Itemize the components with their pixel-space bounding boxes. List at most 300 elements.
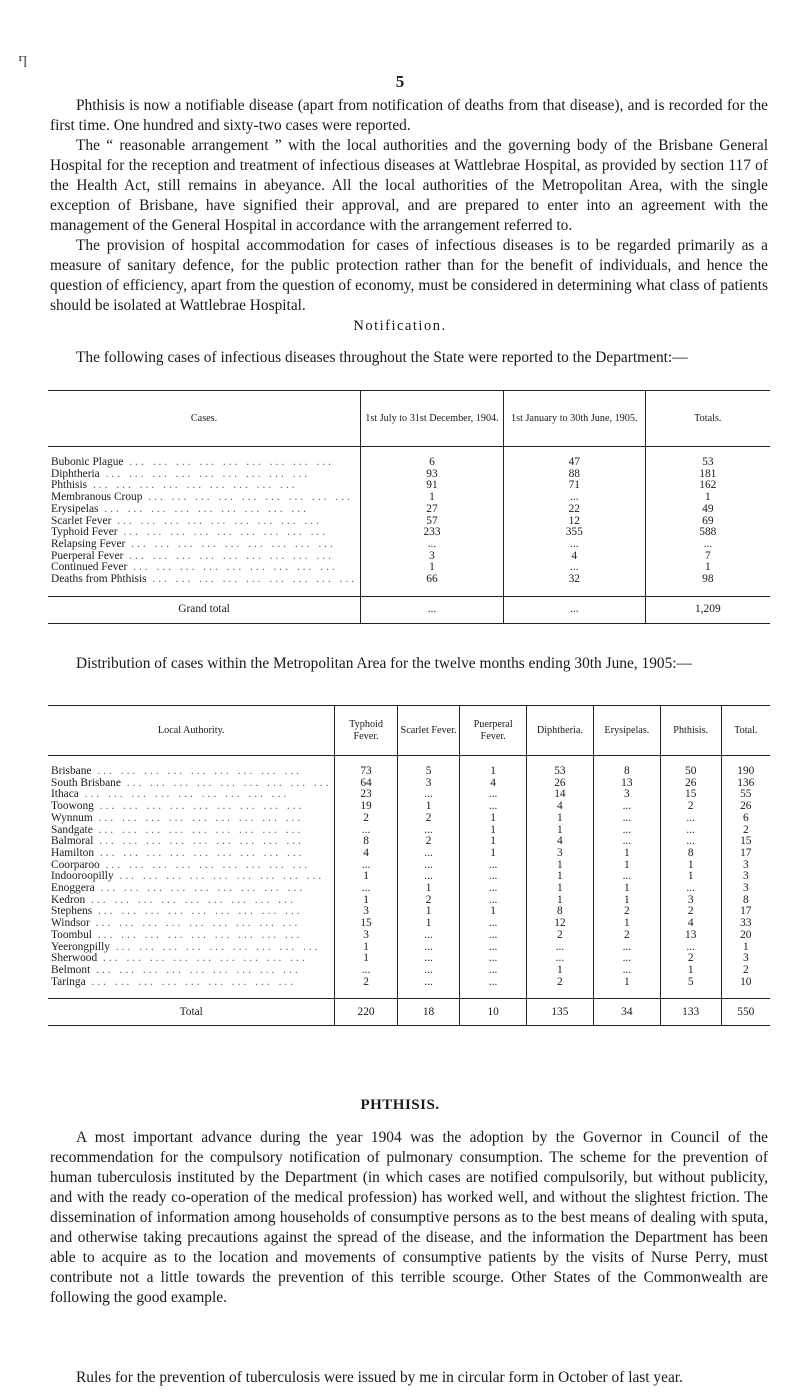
value-cell: 355 [503,527,645,539]
value-cell: ... [397,953,460,965]
value-cell: 15 [721,836,770,848]
value-cell: ... [593,871,660,883]
value-cell: 1 [460,848,526,860]
value-cell: 98 [645,574,770,586]
value-cell: 1 [397,918,460,930]
value-cell: 4 [660,918,721,930]
value-cell: 1 [361,562,504,574]
grand-total-label: Grand total [48,596,361,623]
row-label: Deaths from Phthisis [51,574,147,586]
table-row [48,789,770,801]
table-row [48,766,770,778]
col-header-scarlet: Scarlet Fever. [397,706,460,756]
value-cell: 19 [335,801,397,813]
value-cell: ... [460,895,526,907]
leader-dots: ... ... ... ... ... ... ... ... ... [113,871,325,883]
value-cell: 2 [660,801,721,813]
row-label-cell [48,906,335,918]
table-row [48,539,770,551]
value-cell: ... [460,918,526,930]
value-cell: 1 [660,965,721,977]
value-cell: 5 [397,766,460,778]
value-cell: ... [335,883,397,895]
value-cell: 73 [335,766,397,778]
leader-dots: ... ... ... ... ... ... ... ... ... [92,906,303,918]
value-cell: 1 [526,825,593,837]
row-label-cell [48,860,335,872]
value-cell: 88 [503,469,645,481]
leader-dots: ... ... ... ... ... ... ... ... ... [85,976,297,988]
value-cell: 1 [460,766,526,778]
value-cell: ... [660,883,721,895]
grand-total-value: ... [361,596,504,623]
row-label: Kedron [51,894,86,906]
row-label-cell [48,766,335,778]
row-label: Yeerongpilly [51,941,110,953]
row-label: Ithaca [51,789,79,801]
row-label-cell [48,492,361,504]
distribution-table-body [48,756,770,1026]
table-row [48,918,770,930]
value-cell: 3 [335,930,397,942]
leader-dots: ... ... ... ... ... ... ... ... ... [117,527,329,539]
row-label: Continued Fever [51,562,128,574]
value-cell: 26 [721,801,770,813]
value-cell: 17 [721,906,770,918]
row-label-cell [48,848,335,860]
col-header-cases: Cases. [48,391,361,447]
value-cell: 3 [526,848,593,860]
row-label: Balmoral [51,836,94,848]
row-label-cell [48,930,335,942]
value-cell: ... [526,942,593,954]
row-label-cell [48,965,335,977]
value-cell: 1 [460,825,526,837]
value-cell: ... [460,953,526,965]
table-row [48,801,770,813]
leader-dots: ... ... ... ... ... ... ... ... ... [98,503,309,515]
value-cell: ... [503,492,645,504]
leader-dots: ... ... ... ... ... ... ... ... ... [123,550,334,562]
leader-dots: ... ... ... ... ... ... ... ... ... [123,457,334,468]
value-cell: 3 [397,778,460,790]
row-label: Hamilton [51,847,95,859]
distribution-table [48,705,770,1026]
value-cell: ... [460,860,526,872]
value-cell: 33 [721,918,770,930]
spacer-row [48,586,770,597]
value-cell: ... [397,930,460,942]
value-cell: ... [397,860,460,872]
value-cell: 1 [593,860,660,872]
spacer-row [48,988,770,999]
value-cell: 10 [721,977,770,989]
value-cell: 3 [335,906,397,918]
value-cell: ... [335,965,397,977]
grand-total-row [48,596,770,623]
row-label-cell [48,527,361,539]
notification-intro: The following cases of infectious diseases throughout the State were reported to the Department:— [76,349,688,366]
row-label: Sandgate [51,824,93,836]
value-cell: ... [526,953,593,965]
phthisis-heading: PHTHISIS. [360,1097,440,1113]
paragraph-phthisis-advance: A most important advance during the year 1904 was the adoption by the Governor in Council of the recommendation for the compulsory notification of pulmonary consumption. The scheme for the prevention of human tuberculosis instituted by the Department (in which cases are notified compulsorily, but without publicity, and with the ready co-operation of the medical profession) has worked well, and without the slightest friction. The dissemination of information among households of consumptive persons as to the best means of dealing with sputa, and otherwise taking precautions against the spread of the disease, and the information the Department has been able to acquire as to the location and movements of consumptive patients by the visits of Nurse Perry, must contribute not a little towards the prevention of this terrible scourge. Other States of the Commonwealth are following the good example. [50,1129,768,1306]
value-cell: 4 [460,778,526,790]
value-cell: ... [660,942,721,954]
value-cell: 57 [361,516,504,528]
value-cell: 4 [526,801,593,813]
row-label-cell [48,469,361,481]
value-cell: 1 [593,977,660,989]
value-cell: 1 [660,871,721,883]
table-row [48,527,770,539]
value-cell: 3 [721,953,770,965]
value-cell: 136 [721,778,770,790]
value-cell: 1 [397,883,460,895]
row-label: Erysipelas [51,503,99,515]
total-value: 135 [526,999,593,1026]
table-row [48,562,770,574]
value-cell: ... [397,871,460,883]
row-label: Puerperal Fever [51,550,124,562]
col-header-period-1905: 1st January to 30th June, 1905. [503,391,645,447]
value-cell: ... [397,825,460,837]
leader-dots: ... ... ... ... ... ... ... ... ... [127,562,338,574]
col-header-erysipelas: Erysipelas. [593,706,660,756]
value-cell: 7 [645,551,770,563]
value-cell: 15 [660,789,721,801]
notification-heading: Notification. [353,318,447,334]
total-value: 133 [660,999,721,1026]
total-value: 220 [335,999,397,1026]
row-label: Wynnum [51,812,93,824]
row-label: Enoggera [51,883,95,895]
value-cell: 8 [593,766,660,778]
notification-table [48,390,770,624]
table-row [48,492,770,504]
leader-dots: ... ... ... ... ... ... ... ... ... [91,929,303,941]
value-cell: 162 [645,480,770,492]
table-row [48,778,770,790]
value-cell: 1 [335,942,397,954]
row-label-cell [48,562,361,574]
value-cell: ... [503,562,645,574]
leader-dots: ... ... ... ... ... ... ... ... ... [94,847,305,859]
row-label-cell [48,574,361,586]
row-label: Diphtheria [51,468,100,480]
leader-dots: ... ... ... ... ... ... ... ... ... [111,515,322,527]
value-cell: 3 [593,789,660,801]
value-cell: 12 [503,516,645,528]
row-label-cell [48,801,335,813]
value-cell: 26 [660,778,721,790]
value-cell: 8 [721,895,770,907]
row-label-cell [48,942,335,954]
value-cell: ... [397,977,460,989]
value-cell: 26 [526,778,593,790]
table-row [48,551,770,563]
grand-total-value: 1,209 [645,596,770,623]
value-cell: 3 [361,551,504,563]
value-cell: 32 [503,574,645,586]
table-row [48,469,770,481]
row-label-cell [48,778,335,790]
leader-dots: ... ... ... ... ... ... ... ... ... [146,574,358,586]
value-cell: 2 [593,930,660,942]
value-cell: ... [660,825,721,837]
total-row [48,999,770,1026]
value-cell: ... [460,789,526,801]
leader-dots: ... ... ... ... ... ... ... ... ... [142,492,353,504]
value-cell: 1 [526,883,593,895]
value-cell: 50 [660,766,721,778]
value-cell: 1 [645,562,770,574]
value-cell: ... [460,965,526,977]
leader-dots: ... ... ... ... ... ... ... ... ... [91,766,303,777]
value-cell: ... [460,942,526,954]
corner-mark: Ⴄ [18,55,28,70]
value-cell: ... [593,825,660,837]
value-cell: 12 [526,918,593,930]
value-cell: 1 [526,895,593,907]
value-cell: 2 [526,977,593,989]
value-cell: 3 [721,871,770,883]
value-cell: ... [593,813,660,825]
paragraph-hospital-provision: The provision of hospital accommodation for cases of infectious diseases is to be regarded primarily as a measure of sanitary defence, for the public protection rather than for the benefit of individuals, and hence the question of efficiency, apart from the question of economy, must be considered in determining what class of patients should be isolated at Wattlebrae Hospital. [50,237,768,314]
table-row [48,480,770,492]
row-label-cell [48,813,335,825]
value-cell: 2 [721,965,770,977]
leader-dots: ... ... ... ... ... ... ... ... ... [78,789,290,801]
leader-dots: ... ... ... ... ... ... ... ... ... [90,964,301,976]
value-cell: 69 [645,516,770,528]
total-value: 10 [460,999,526,1026]
total-value: 34 [593,999,660,1026]
value-cell: 1 [593,918,660,930]
row-label: Phthisis [51,480,88,492]
value-cell: 1 [460,836,526,848]
row-label: Taringa [51,976,86,988]
value-cell: 64 [335,778,397,790]
row-label-cell [48,836,335,848]
table-row [48,516,770,528]
leader-dots: ... ... ... ... ... ... ... ... ... [99,859,311,871]
value-cell: 4 [335,848,397,860]
value-cell: ... [593,953,660,965]
value-cell: 53 [645,457,770,469]
value-cell: 2 [593,906,660,918]
value-cell: ... [361,539,504,551]
value-cell: 1 [335,895,397,907]
value-cell: 1 [397,801,460,813]
total-value: 550 [721,999,770,1026]
value-cell: 47 [503,457,645,469]
table-row [48,883,770,895]
notification-table-body [48,447,770,624]
leader-dots: ... ... ... ... ... ... ... ... ... [87,480,298,492]
paragraph-tuberculosis-rules: Rules for the prevention of tuberculosis were issued by me in circular form in October of last year. [76,1369,683,1386]
value-cell: 2 [397,836,460,848]
row-label: Sherwood [51,953,98,965]
grand-total-value: ... [503,596,645,623]
table-row [48,457,770,469]
col-header-phthisis: Phthisis. [660,706,721,756]
value-cell: 13 [660,930,721,942]
value-cell: 2 [335,977,397,989]
value-cell: 1 [593,883,660,895]
row-label-cell [48,457,361,469]
row-label: Bubonic Plague [51,457,124,468]
row-label: Belmont [51,964,91,976]
col-header-puerperal: Puerperal Fever. [460,706,526,756]
row-label: Indooroopilly [51,871,114,883]
row-label: Scarlet Fever [51,515,112,527]
value-cell: ... [397,848,460,860]
leader-dots: ... ... ... ... ... ... ... ... ... [93,836,304,848]
table-row [48,906,770,918]
row-label-cell [48,871,335,883]
value-cell: 8 [526,906,593,918]
value-cell: 2 [397,813,460,825]
value-cell: 2 [721,825,770,837]
value-cell: 3 [721,860,770,872]
value-cell: 1 [645,492,770,504]
value-cell: 1 [593,848,660,860]
value-cell: ... [645,539,770,551]
value-cell: ... [660,836,721,848]
value-cell: ... [593,801,660,813]
value-cell: 1 [721,942,770,954]
row-label-cell [48,953,335,965]
leader-dots: ... ... ... ... ... ... ... ... ... [93,801,305,813]
row-label-cell [48,883,335,895]
leader-dots: ... ... ... ... ... ... ... ... ... [92,812,304,824]
value-cell: ... [460,930,526,942]
value-cell: ... [335,825,397,837]
col-header-period-1904: 1st July to 31st December, 1904. [361,391,504,447]
value-cell: ... [460,883,526,895]
value-cell: 588 [645,527,770,539]
row-label: Typhoid Fever [51,527,118,539]
row-label: South Brisbane [51,777,121,789]
row-label-cell [48,539,361,551]
value-cell: 93 [361,469,504,481]
value-cell: 2 [335,813,397,825]
row-label: Membranous Croup [51,492,143,504]
value-cell: ... [397,942,460,954]
value-cell: ... [460,871,526,883]
value-cell: 4 [526,836,593,848]
col-header-local-authority: Local Authority. [48,706,335,756]
value-cell: 1 [526,813,593,825]
col-header-diphtheria: Diphtheria. [526,706,593,756]
row-label: Coorparoo [51,859,100,871]
total-label: Total [48,999,335,1026]
row-label: Windsor [51,918,90,930]
table-row [48,813,770,825]
leader-dots: ... ... ... ... ... ... ... ... ... [89,918,301,930]
value-cell: 2 [397,895,460,907]
value-cell: ... [397,965,460,977]
leader-dots: ... ... ... ... ... ... ... ... ... [99,468,311,480]
page-number: 5 [395,72,405,91]
value-cell: 2 [660,953,721,965]
total-value: 18 [397,999,460,1026]
value-cell: 6 [361,457,504,469]
value-cell: 1 [660,860,721,872]
leader-dots: ... ... ... ... ... ... ... ... ... [97,953,308,965]
row-label-cell [48,895,335,907]
leader-dots: ... ... ... ... ... ... ... ... ... [92,824,304,836]
row-label: Stephens [51,906,93,918]
value-cell: 49 [645,504,770,516]
value-cell: 190 [721,766,770,778]
value-cell: 15 [335,918,397,930]
col-header-totals: Totals. [645,391,770,447]
row-label: Brisbane [51,766,92,777]
value-cell: 3 [721,883,770,895]
table-row [48,860,770,872]
col-header-total: Total. [721,706,770,756]
row-label-cell [48,551,361,563]
paragraph-phthisis-notifiable: Phthisis is now a notifiable disease (apart from notification of deaths from that disease), and is recorded for the first time. One hundred and sixty-two cases were reported. [50,97,768,134]
value-cell: 71 [503,480,645,492]
value-cell: 6 [721,813,770,825]
leader-dots: ... ... ... ... ... ... ... ... ... [120,777,332,789]
paragraph-reasonable-arrangement: The “ reasonable arrangement ” with the local authorities and the governing body of the Brisbane General Hospital for the reception and treatment of infectious diseases at Wattlebrae Hospital, as provided by section 117 of the Health Act, still remains in abeyance. All the local authorities of the Metropolitan Area, with the single exception of Brisbane, have signified their approval, and are prepared to enter into an agreement with the management of the General Hospital in accordance with the arrangement referred to. [50,137,768,234]
value-cell: ... [660,813,721,825]
value-cell: ... [335,860,397,872]
value-cell: 8 [660,848,721,860]
value-cell: ... [503,539,645,551]
value-cell: 20 [721,930,770,942]
value-cell: 8 [335,836,397,848]
value-cell: 13 [593,778,660,790]
row-label-cell [48,789,335,801]
value-cell: 1 [397,906,460,918]
value-cell: 2 [660,906,721,918]
leader-dots: ... ... ... ... ... ... ... ... ... [85,894,296,906]
row-label-cell [48,516,361,528]
table-row [48,942,770,954]
table-row [48,848,770,860]
value-cell: 66 [361,574,504,586]
value-cell: 17 [721,848,770,860]
value-cell: 23 [335,789,397,801]
table-row [48,574,770,586]
value-cell: 14 [526,789,593,801]
row-label: Relapsing Fever [51,538,126,550]
value-cell: 233 [361,527,504,539]
table-row [48,965,770,977]
value-cell: 181 [645,469,770,481]
value-cell: ... [593,836,660,848]
value-cell: ... [397,789,460,801]
value-cell: ... [460,977,526,989]
row-label-cell [48,480,361,492]
value-cell: 1 [526,871,593,883]
row-label: Toowong [51,801,94,813]
value-cell: 3 [660,895,721,907]
row-label-cell [48,504,361,516]
table-row [48,825,770,837]
row-label-cell [48,977,335,989]
row-label-cell [48,825,335,837]
leader-dots: ... ... ... ... ... ... ... ... ... [94,883,306,895]
distribution-intro: Distribution of cases within the Metropolitan Area for the twelve months ending 30th June, 1905:— [76,655,692,672]
value-cell: 2 [526,930,593,942]
col-header-typhoid: Typhoid Fever. [335,706,397,756]
